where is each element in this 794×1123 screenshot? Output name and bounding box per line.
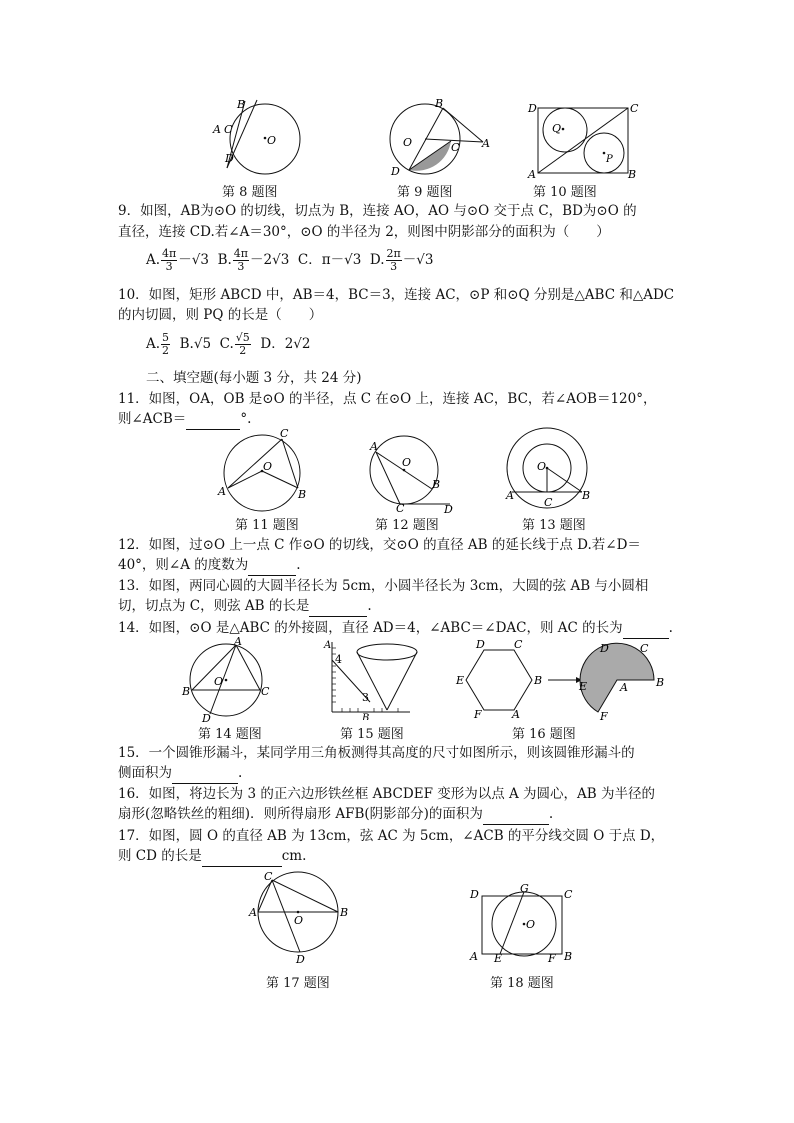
q10-options: A. $\frac{5}{2}$ B.√5 C. $\frac{√5}{2}$ D．2√2 — [146, 331, 311, 357]
label-D: D — [225, 152, 234, 165]
svg-text:C: C — [280, 427, 289, 440]
svg-text:B: B — [564, 950, 573, 963]
svg-text:D: D — [470, 888, 479, 901]
q12-line1: 12．如图，过⊙O 上一点 C 作⊙O 的切线，交⊙O 的直径 AB 的延长线于点 D.若∠D＝ — [118, 537, 641, 553]
q15-line1: 15．一个圆锥形漏斗，某同学用三角板测得其高度的尺寸如图所示，则该圆锥形漏斗的 — [118, 745, 635, 761]
q10-line2: 的内切圆，则 PQ 的长是（ ） — [118, 307, 323, 323]
svg-text:A: A — [249, 906, 257, 919]
svg-text:A: A — [218, 485, 226, 498]
caption-figure-15: 第 15 题图 — [340, 727, 404, 742]
q11-line1: 11．如图，OA，OB 是⊙O 的半径，点 C 在⊙O 上，连接 AC，BC，若∠AOB＝120°， — [118, 391, 657, 407]
svg-text:A: A — [528, 168, 536, 180]
q16-line1: 16．如图，将边长为 3 的正六边形铁丝框 ABCDEF 变形为以点 A 为圆心，AB 为半径的 — [118, 786, 656, 802]
q9-line2: 直径，连接 CD.若∠A＝30°，⊙O 的半径为 2，则图中阴影部分的面积为（ ） — [118, 224, 610, 240]
q14-line1: 14．如图，⊙O 是△ABC 的外接圆，直径 AD＝4，∠ABC＝∠DAC，则 AC 的长为 . — [118, 618, 678, 639]
svg-text:Q: Q — [552, 122, 562, 135]
figure-16 — [454, 638, 674, 722]
figure-10 — [522, 98, 642, 180]
svg-text:B: B — [534, 674, 543, 687]
svg-text:F: F — [600, 710, 608, 722]
label-C: C — [224, 123, 233, 136]
svg-text:A: A — [234, 636, 242, 648]
svg-text:3: 3 — [362, 691, 369, 704]
svg-text:A: A — [482, 137, 490, 150]
svg-text:B: B — [298, 488, 307, 501]
caption-figure-16: 第 16 题图 — [512, 727, 576, 742]
q13-line1: 13．如图，两同心圆的大圆半径长为 5cm，小圆半径长为 3cm，大圆的弦 AB 与小圆相 — [118, 578, 649, 594]
svg-text:C: C — [396, 502, 405, 514]
q10-line1: 10．如图，矩形 ABCD 中，AB＝4，BC＝3，连接 AC，⊙P 和⊙Q 分别是△ABC 和△ADC — [118, 287, 675, 303]
q9-line1: 9．如图，AB为⊙O 的切线，切点为 B，连接 AO，AO 与⊙O 交于点 C，BD为⊙O 的 — [118, 203, 637, 219]
svg-text:G: G — [520, 882, 529, 895]
caption-figure-9: 第 9 题图 — [397, 185, 453, 200]
caption-figure-13: 第 13 题图 — [522, 518, 586, 533]
svg-text:A: A — [470, 950, 478, 963]
svg-text:E: E — [494, 952, 503, 964]
svg-text:O: O — [526, 918, 536, 931]
svg-text:B: B — [656, 676, 665, 689]
svg-text:F: F — [474, 708, 482, 721]
figure-13 — [500, 424, 600, 512]
figure-15 — [322, 638, 427, 720]
svg-text:C: C — [630, 102, 639, 115]
svg-text:D: D — [528, 102, 537, 115]
caption-figure-12: 第 12 题图 — [375, 518, 439, 533]
figure-18 — [468, 882, 578, 964]
svg-text:C: C — [451, 141, 460, 154]
label-B: B — [237, 98, 246, 111]
svg-text:B: B — [432, 478, 441, 491]
figure-12 — [362, 432, 462, 514]
caption-figure-17: 第 17 题图 — [266, 976, 330, 991]
q16-line2: 扇形(忽略铁丝的粗细)．则所得扇形 AFB(阴影部分)的面积为 . — [118, 804, 678, 825]
svg-text:O: O — [263, 460, 273, 473]
figure-17 — [246, 868, 356, 964]
svg-text:O: O — [403, 136, 413, 149]
svg-text:D: D — [444, 503, 453, 514]
svg-text:C: C — [261, 685, 270, 698]
svg-text:D: D — [476, 638, 485, 651]
label-O: O — [267, 134, 277, 147]
svg-text:D: D — [202, 712, 211, 722]
svg-text:C: C — [514, 638, 523, 651]
caption-figure-18: 第 18 题图 — [490, 976, 554, 991]
svg-text:O: O — [214, 675, 224, 688]
q15-line2: 侧面积为 . — [118, 763, 678, 784]
svg-text:E: E — [456, 674, 465, 687]
svg-text:C: C — [564, 888, 573, 901]
svg-text:F: F — [548, 952, 556, 964]
svg-text:A: A — [512, 708, 520, 721]
svg-text:E: E — [579, 680, 588, 693]
svg-text:4: 4 — [335, 653, 342, 666]
caption-figure-8: 第 8 题图 — [222, 185, 278, 200]
svg-text:A: A — [506, 489, 514, 502]
q17-line2: 则 CD 的长是 cm. — [118, 846, 678, 867]
figure-8 — [205, 96, 310, 178]
svg-text:O: O — [402, 456, 412, 469]
figure-9 — [385, 96, 495, 178]
svg-text:B: B — [340, 906, 349, 919]
q11-line2: 则∠ACB＝ °. — [118, 409, 678, 430]
svg-text:B: B — [582, 489, 591, 502]
svg-text:A: A — [370, 440, 378, 453]
svg-text:A: A — [620, 681, 628, 694]
svg-text:B: B — [628, 168, 637, 180]
svg-text:B: B — [362, 713, 370, 720]
q9-options: A. $\frac{4\pi}{3}$ －√3 B. $\frac{4\pi}{3}$ －2√3 C．π－√3 D. $\frac{2\pi}{3}$ －√3 — [146, 247, 434, 273]
q12-line2: 40°，则∠A 的度数为 . — [118, 555, 678, 576]
svg-text:B: B — [182, 685, 191, 698]
caption-figure-10: 第 10 题图 — [533, 185, 597, 200]
label-A: A — [213, 123, 221, 136]
svg-text:O: O — [537, 460, 547, 473]
caption-figure-11: 第 11 题图 — [235, 518, 299, 533]
svg-text:O: O — [294, 914, 304, 927]
q13-line2: 切，切点为 C，则弦 AB 的长是 . — [118, 596, 678, 617]
svg-text:C: C — [544, 496, 553, 509]
svg-text:D: D — [600, 642, 609, 655]
caption-figure-14: 第 14 题图 — [198, 727, 262, 742]
svg-text:D: D — [391, 165, 400, 178]
svg-text:D: D — [296, 953, 305, 964]
svg-text:P: P — [606, 154, 613, 165]
figure-11 — [212, 425, 312, 515]
svg-text:C: C — [264, 870, 273, 883]
q17-line1: 17．如图，圆 O 的直径 AB 为 13cm，弦 AC 为 5cm，∠ACB 的平分线交圆 O 于点 D， — [118, 828, 665, 844]
figure-14 — [178, 636, 278, 722]
svg-text:A: A — [324, 640, 332, 651]
svg-text:B: B — [435, 97, 444, 110]
section-title: 二、填空题(每小题 3 分，共 24 分) — [146, 370, 362, 386]
svg-text:C: C — [640, 642, 649, 655]
